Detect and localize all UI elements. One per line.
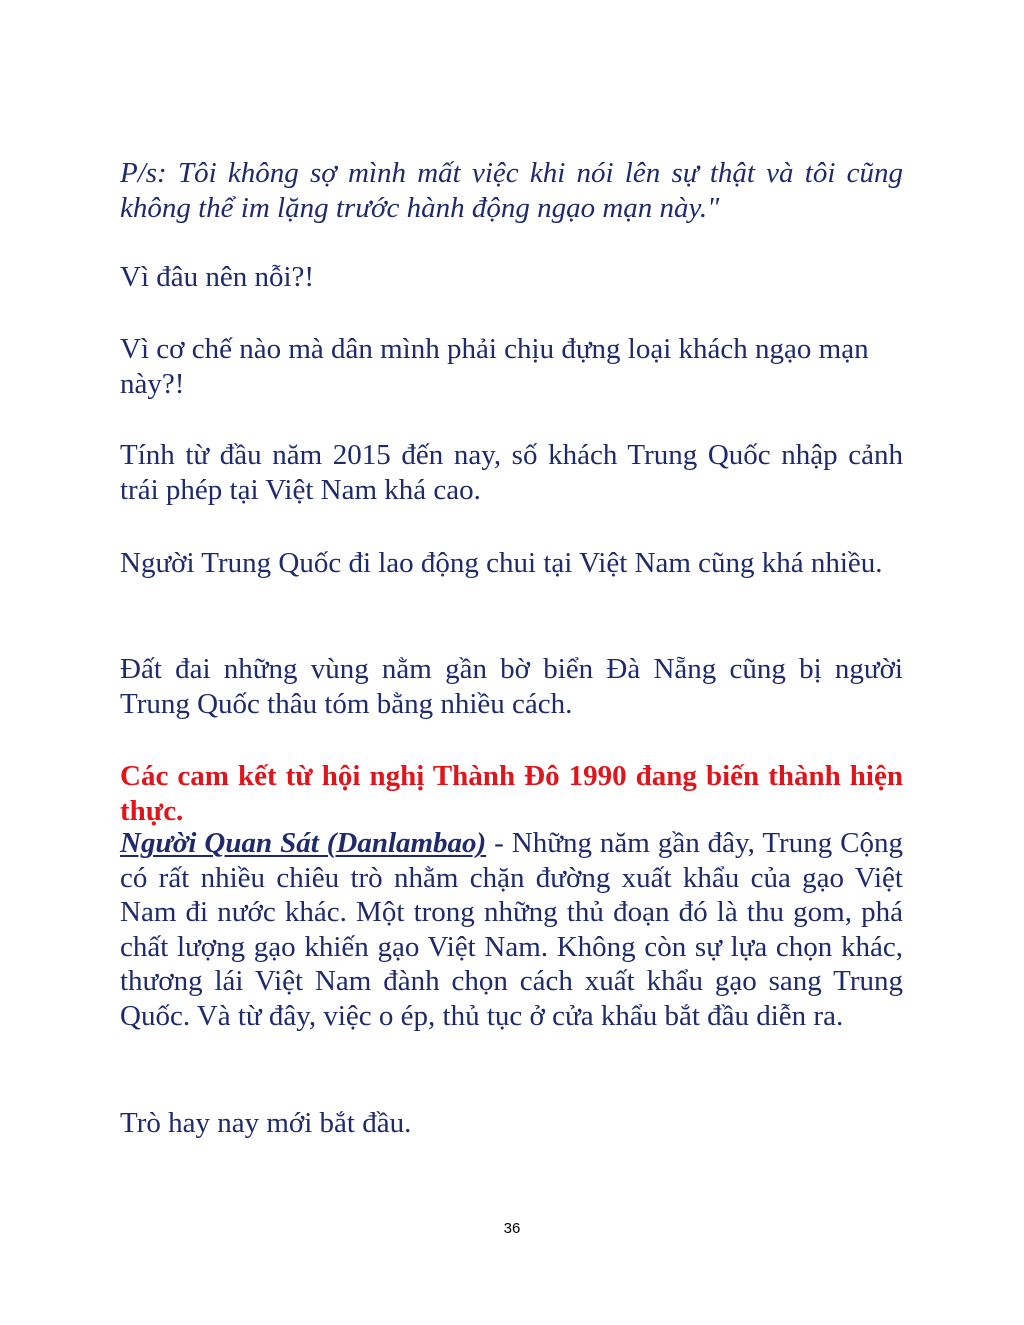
- article-body-text: - Những năm gần đây, Trung Cộng có rất nhiều chiêu trò nhằm chặn đường xuất khẩu của gạo Việt Nam đi nước khác. Một trong những thủ đoạn đó là thu gom, phá chất lượng gạo khiến gạo Việt Nam. Không còn sự lựa chọn khác, thương lái Việt Nam đành chọn cách xuất khẩu gạo sang Trung Quốc. Và từ đây, việc o ép, thủ tục ở cửa khẩu bắt đầu diễn ra.: [120, 827, 903, 1032]
- illegal-labor-paragraph: Người Trung Quốc đi lao động chui tại Việt Nam cũng khá nhiều.: [120, 547, 883, 579]
- land-paragraph: Đất đai những vùng nằm gần bờ biển Đà Nẵng cũng bị người Trung Quốc thâu tóm bằng nhiều cách.: [120, 653, 903, 720]
- ps-note-paragraph: P/s: Tôi không sợ mình mất việc khi nói lên sự thật và tôi cũng không thể im lặng trước hành động ngạo mạn này.": [120, 157, 903, 224]
- byline-link[interactable]: Người Quan Sát (Danlambao): [120, 827, 487, 859]
- section-heading: Các cam kết từ hội nghị Thành Đô 1990 đang biến thành hiện thực.: [120, 760, 903, 827]
- article-paragraph: [120, 826, 903, 1033]
- closing-paragraph: Trò hay nay mới bắt đầu.: [120, 1107, 412, 1139]
- illegal-entry-paragraph: Tính từ đầu năm 2015 đến nay, số khách Trung Quốc nhập cảnh trái phép tại Việt Nam khá cao.: [120, 439, 903, 506]
- page-number: 36: [503, 1220, 521, 1237]
- mechanism-paragraph: Vì cơ chế nào mà dân mình phải chịu đựng loại khách ngạo mạn này?!: [120, 333, 869, 400]
- why-paragraph: Vì đâu nên nỗi?!: [120, 261, 315, 293]
